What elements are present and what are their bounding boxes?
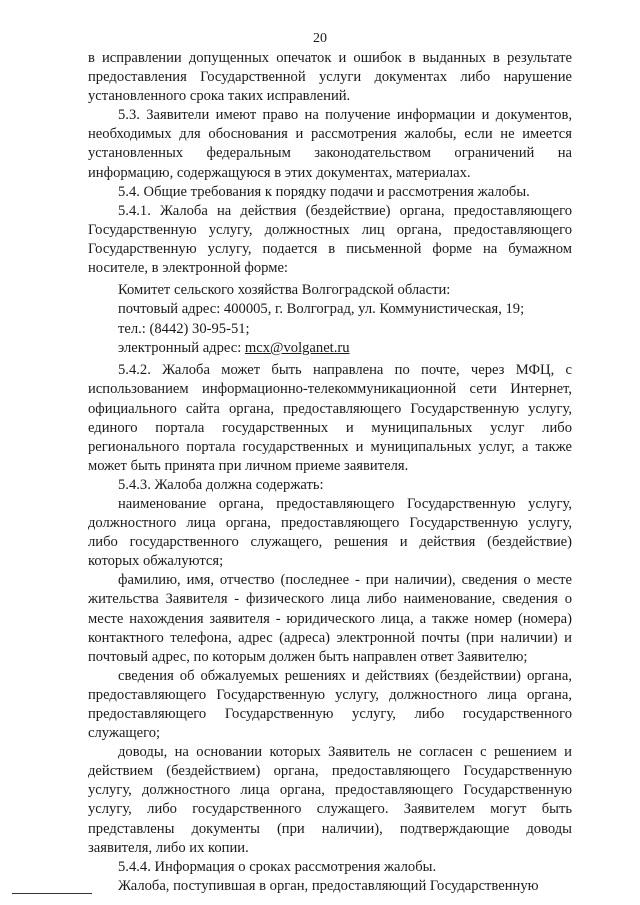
paragraph-5-4: 5.4. Общие требования к порядку подачи и рассмотрения жалобы. xyxy=(118,183,530,200)
paragraph-5-4-2: 5.4.2. Жалоба может быть направлена по почте, через МФЦ, с использованием информационно-телекоммуникационной сети Интернет, официального сайта органа, предоставляющего Государственную услугу, единого портала государственных и муниципальных услуг либо регионального портала государственных и муниципальных услуг, а также может быть принята при личном приеме заявителя. xyxy=(88,362,572,474)
paragraph-5-4-3: 5.4.3. Жалоба должна содержать: xyxy=(118,476,324,493)
paragraph-item-appealed-decisions: сведения об обжалуемых решениях и действиях (бездействии) органа, предоставляющего Государственную услугу, должностного лица органа, предоставляющего Государственную услугу, либо государственного служащего; xyxy=(88,667,572,742)
address-phone: тел.: (8442) 30-95-51; xyxy=(118,320,250,337)
paragraph-item-applicant-details: фамилию, имя, отчество (последнее - при наличии), сведения о месте жительства Заявителя - физического лица либо наименование, сведения о месте нахождения заявителя - юридического лица, а также номер (номера) контактного телефона, адрес (адреса) электронной почты (при наличии) и почтовый адрес, по которым должен быть направлен ответ Заявителю; xyxy=(88,572,572,665)
email-link[interactable]: mcx@volganet.ru xyxy=(244,340,350,357)
address-organization: Комитет сельского хозяйства Волгоградской области: xyxy=(118,282,451,299)
paragraph-item-organ-name: наименование органа, предоставляющего Государственную услугу, должностного лица органа, предоставляющего Государственную услугу, либо государственного служащего, решения и действия (бездействие) которых обжалуются; xyxy=(88,495,572,570)
paragraph-5-4-1: 5.4.1. Жалоба на действия (бездействие) органа, предоставляющего Государственную услугу, должностных лиц органа, предоставляющего Государственную услугу, подается в письменной форме на бумажном носителе, в электронной форме: xyxy=(88,202,572,277)
address-postal: почтовый адрес: 400005, г. Волгоград, ул. Коммунистическая, 19; xyxy=(118,301,525,318)
address-email-line xyxy=(88,339,572,358)
email-label: электронный адрес: xyxy=(118,340,245,357)
paragraph-5-4-4: 5.4.4. Информация о сроках рассмотрения жалобы. xyxy=(118,858,437,875)
footnote-divider xyxy=(12,893,92,894)
paragraph-item-arguments: доводы, на основании которых Заявитель не согласен с решением и действием (бездействием) органа, предоставляющего Государственную услугу, должностного лица органа, предоставляющего Государственную услугу, либо государственного служащего. Заявителем могут быть представлены документы (при наличии), подтверждающие доводы заявителя, либо их копии. xyxy=(88,744,572,856)
document-body xyxy=(88,49,572,896)
paragraph-5-3: 5.3. Заявители имеют право на получение информации и документов, необходимых для обоснования и рассмотрения жалобы, если не имеется установленных федеральным законодательством ограничений на информацию, содержащуюся в этих документах, материалах. xyxy=(88,107,572,181)
page-number: 20 xyxy=(313,31,327,46)
paragraph-complaint-received: Жалоба, поступившая в орган, предоставляющий Государственную xyxy=(118,877,539,894)
paragraph-correction-deadline: в исправлении допущенных опечаток и ошибок в выданных в результате предоставления Государственной услуги документах либо нарушение установленного срока таких исправлений. xyxy=(88,50,572,105)
